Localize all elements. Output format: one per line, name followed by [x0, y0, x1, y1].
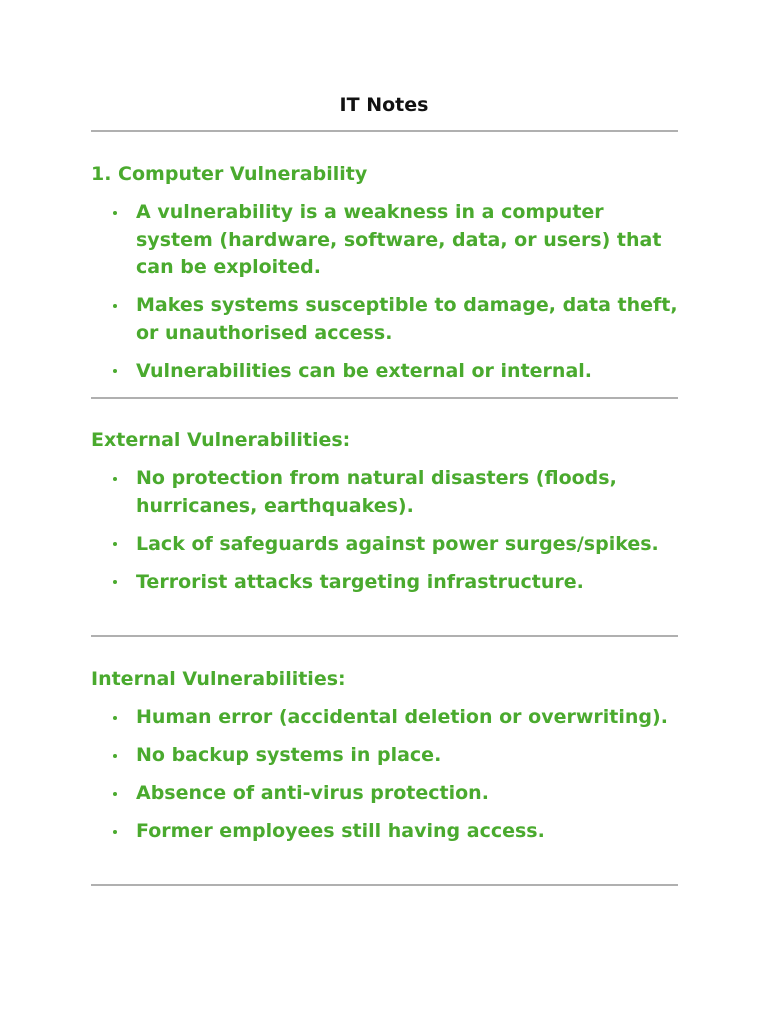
list-item: [91, 199, 678, 282]
list-item: [91, 704, 678, 732]
list-item-text: No backup systems in place.: [136, 744, 442, 766]
section-computer-vulnerability: [91, 161, 678, 396]
list-item-text: Lack of safeguards against power surges/spikes.: [136, 532, 659, 555]
bullet-list: [91, 704, 678, 846]
section-heading: Internal Vulnerabilities:: [91, 668, 346, 690]
list-item-text: Human error (accidental deletion or overwriting).: [136, 706, 668, 728]
bullet-icon: [113, 211, 117, 215]
list-item: [91, 292, 678, 347]
section-internal-vulnerabilities: [91, 666, 678, 856]
divider-bottom: [91, 884, 678, 886]
list-item-text: A vulnerability is a weakness in a computer system (hardware, software, data, or users) that can be exploited.: [136, 201, 662, 278]
list-item: [91, 569, 678, 597]
bullet-icon: [113, 369, 117, 373]
bullet-icon: [113, 304, 117, 308]
bullet-icon: [113, 716, 117, 720]
bullet-icon: [113, 830, 117, 834]
section-heading: 1. Computer Vulnerability: [91, 163, 368, 185]
list-item-text: Former employees still having access.: [136, 820, 545, 842]
section-external-vulnerabilities: [91, 427, 678, 607]
list-item-text: No protection from natural disasters (floods, hurricanes, earthquakes).: [136, 467, 617, 517]
list-item-text: Vulnerabilities can be external or internal.: [136, 359, 592, 382]
bullet-icon: [113, 754, 117, 758]
bullet-icon: [113, 477, 117, 481]
section-heading: External Vulnerabilities:: [91, 429, 351, 451]
bullet-icon: [113, 580, 117, 584]
list-item: [91, 780, 678, 808]
list-item-text: Makes systems susceptible to damage, data theft, or unauthorised access.: [136, 294, 678, 344]
bullet-icon: [113, 792, 117, 796]
list-item-text: Absence of anti-virus protection.: [136, 782, 489, 804]
bullet-list: [91, 465, 678, 596]
bullet-list: [91, 199, 678, 385]
list-item-text: Terrorist attacks targeting infrastructure.: [136, 570, 584, 593]
divider-top: [91, 130, 678, 132]
list-item: [91, 742, 678, 770]
list-item: [91, 531, 678, 559]
page-title: IT Notes: [339, 94, 429, 116]
list-item: [91, 818, 678, 846]
list-item: [91, 358, 678, 386]
bullet-icon: [113, 542, 117, 546]
list-item: [91, 465, 678, 520]
divider: [91, 397, 678, 399]
divider: [91, 635, 678, 637]
